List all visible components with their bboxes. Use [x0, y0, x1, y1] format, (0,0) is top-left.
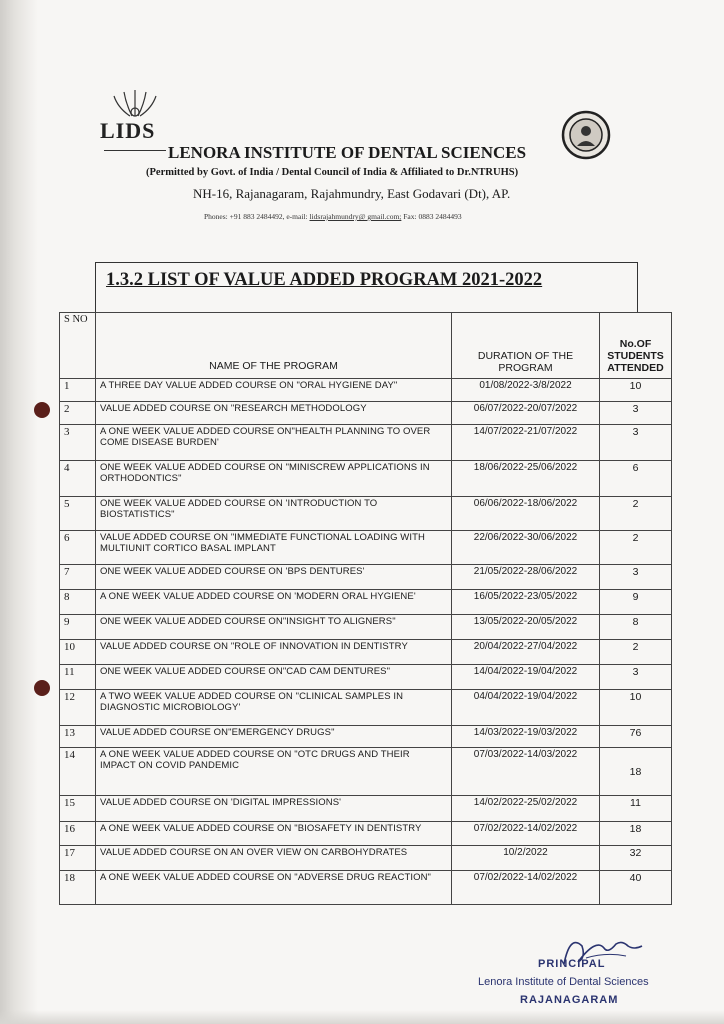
- row-program-name: A ONE WEEK VALUE ADDED COURSE ON 'MODERN ORAL HYGIENE': [96, 590, 452, 615]
- row-sno: 14: [60, 748, 96, 796]
- row-duration: 14/03/2022-19/03/2022: [452, 726, 600, 748]
- table-row: [60, 822, 672, 846]
- program-table: [59, 312, 672, 905]
- row-duration: 07/03/2022-14/03/2022: [452, 748, 600, 796]
- row-sno: 7: [60, 565, 96, 590]
- row-sno: 1: [60, 379, 96, 402]
- row-program-name: A ONE WEEK VALUE ADDED COURSE ON "ADVERSE DRUG REACTION": [96, 871, 452, 905]
- row-sno: 12: [60, 690, 96, 726]
- row-duration: 01/08/2022-3/8/2022: [452, 379, 600, 402]
- row-program-name: A ONE WEEK VALUE ADDED COURSE ON"HEALTH PLANNING TO OVER COME DISEASE BURDEN': [96, 425, 452, 461]
- table-row: [60, 690, 672, 726]
- row-students: 3: [600, 565, 672, 590]
- row-program-name: VALUE ADDED COURSE ON 'DIGITAL IMPRESSIONS': [96, 796, 452, 822]
- table-row: [60, 871, 672, 905]
- table-row: [60, 425, 672, 461]
- row-sno: 16: [60, 822, 96, 846]
- row-program-name: ONE WEEK VALUE ADDED COURSE ON"INSIGHT TO ALIGNERS": [96, 615, 452, 640]
- row-students: 2: [600, 497, 672, 531]
- row-students: 32: [600, 846, 672, 871]
- row-sno: 8: [60, 590, 96, 615]
- row-program-name: VALUE ADDED COURSE ON"EMERGENCY DRUGS": [96, 726, 452, 748]
- table-row: [60, 726, 672, 748]
- row-duration: 21/05/2022-28/06/2022: [452, 565, 600, 590]
- row-students: 3: [600, 665, 672, 690]
- table-row: [60, 796, 672, 822]
- scan-shadow-edge: [0, 0, 38, 1024]
- table-row: [60, 640, 672, 665]
- scan-shadow-bottom: [0, 1010, 724, 1024]
- row-duration: 07/02/2022-14/02/2022: [452, 822, 600, 846]
- row-students: 6: [600, 461, 672, 497]
- permission-line: (Permitted by Govt. of India / Dental Council of India & Affiliated to Dr.NTRUHS): [146, 167, 519, 178]
- university-seal-icon: [561, 110, 611, 160]
- row-students: 9: [600, 590, 672, 615]
- row-sno: 5: [60, 497, 96, 531]
- logo-divider: [104, 150, 166, 151]
- row-program-name: A THREE DAY VALUE ADDED COURSE ON "ORAL HYGIENE DAY": [96, 379, 452, 402]
- row-sno: 18: [60, 871, 96, 905]
- row-duration: 07/02/2022-14/02/2022: [452, 871, 600, 905]
- row-students: 10: [600, 690, 672, 726]
- row-program-name: VALUE ADDED COURSE ON "ROLE OF INNOVATION IN DENTISTRY: [96, 640, 452, 665]
- header-sno: S NO: [60, 313, 96, 379]
- row-program-name: ONE WEEK VALUE ADDED COURSE ON"CAD CAM DENTURES": [96, 665, 452, 690]
- row-duration: 06/07/2022-20/07/2022: [452, 402, 600, 425]
- table-row: [60, 615, 672, 640]
- page-title: 1.3.2 LIST OF VALUE ADDED PROGRAM 2021-2022: [106, 270, 543, 290]
- row-students: 8: [600, 615, 672, 640]
- row-duration: 16/05/2022-23/05/2022: [452, 590, 600, 615]
- institute-name: LENORA INSTITUTE OF DENTAL SCIENCES: [168, 143, 527, 162]
- row-program-name: ONE WEEK VALUE ADDED COURSE ON 'BPS DENTURES': [96, 565, 452, 590]
- row-students: 10: [600, 379, 672, 402]
- row-duration: 14/04/2022-19/04/2022: [452, 665, 600, 690]
- row-students: 18: [600, 748, 672, 796]
- row-sno: 11: [60, 665, 96, 690]
- row-program-name: A ONE WEEK VALUE ADDED COURSE ON "OTC DRUGS AND THEIR IMPACT ON COVID PANDEMIC: [96, 748, 452, 796]
- row-students: 11: [600, 796, 672, 822]
- row-sno: 3: [60, 425, 96, 461]
- contact-line: [204, 212, 462, 221]
- row-program-name: A ONE WEEK VALUE ADDED COURSE ON "BIOSAFETY IN DENTISTRY: [96, 822, 452, 846]
- row-program-name: VALUE ADDED COURSE ON "RESEARCH METHODOLOGY: [96, 402, 452, 425]
- row-duration: 13/05/2022-20/05/2022: [452, 615, 600, 640]
- header-duration: DURATION OF THE PROGRAM: [452, 313, 600, 379]
- row-students: 2: [600, 640, 672, 665]
- header-program-name: NAME OF THE PROGRAM: [96, 313, 452, 379]
- punch-hole-bottom: [34, 680, 50, 696]
- row-sno: 15: [60, 796, 96, 822]
- header-students: No.OF STUDENTS ATTENDED: [600, 313, 672, 379]
- table-row: [60, 748, 672, 796]
- row-sno: 2: [60, 402, 96, 425]
- row-sno: 17: [60, 846, 96, 871]
- row-program-name: VALUE ADDED COURSE ON "IMMEDIATE FUNCTIONAL LOADING WITH MULTIUNIT CORTICO BASAL IMPLANT: [96, 531, 452, 565]
- table-row: [60, 665, 672, 690]
- row-sno: 4: [60, 461, 96, 497]
- row-program-name: VALUE ADDED COURSE ON AN OVER VIEW ON CARBOHYDRATES: [96, 846, 452, 871]
- row-program-name: ONE WEEK VALUE ADDED COURSE ON 'INTRODUCTION TO BIOSTATISTICS": [96, 497, 452, 531]
- row-students: 76: [600, 726, 672, 748]
- row-duration: 14/07/2022-21/07/2022: [452, 425, 600, 461]
- row-students: 3: [600, 425, 672, 461]
- table-row: [60, 846, 672, 871]
- row-duration: 10/2/2022: [452, 846, 600, 871]
- logo-wordmark: LIDS: [100, 118, 156, 143]
- table-row: [60, 531, 672, 565]
- row-sno: 13: [60, 726, 96, 748]
- row-students: 40: [600, 871, 672, 905]
- row-sno: 6: [60, 531, 96, 565]
- signatory-role: PRINCIPAL: [538, 958, 606, 970]
- row-duration: 14/02/2022-25/02/2022: [452, 796, 600, 822]
- table-header-row: [60, 313, 672, 379]
- row-students: 18: [600, 822, 672, 846]
- row-duration: 04/04/2022-19/04/2022: [452, 690, 600, 726]
- row-students: 2: [600, 531, 672, 565]
- fax-text: Fax: 0883 2484493: [403, 212, 462, 221]
- row-program-name: ONE WEEK VALUE ADDED COURSE ON "MINISCREW APPLICATIONS IN ORTHODONTICS": [96, 461, 452, 497]
- table-row: [60, 565, 672, 590]
- table-row: [60, 379, 672, 402]
- row-program-name: A TWO WEEK VALUE ADDED COURSE ON "CLINICAL SAMPLES IN DIAGNOSTIC MICROBIOLOGY': [96, 690, 452, 726]
- row-duration: 22/06/2022-30/06/2022: [452, 531, 600, 565]
- row-sno: 9: [60, 615, 96, 640]
- table-row: [60, 461, 672, 497]
- email-link[interactable]: lidsrajahmundry@ gmail.com;: [309, 212, 402, 221]
- institute-address: NH-16, Rajanagaram, Rajahmundry, East Godavari (Dt), AP.: [193, 186, 511, 201]
- row-duration: 18/06/2022-25/06/2022: [452, 461, 600, 497]
- punch-hole-top: [34, 402, 50, 418]
- signatory-place: RAJANAGARAM: [520, 994, 619, 1006]
- row-duration: 06/06/2022-18/06/2022: [452, 497, 600, 531]
- table-row: [60, 590, 672, 615]
- table-row: [60, 497, 672, 531]
- table-row: [60, 402, 672, 425]
- row-sno: 10: [60, 640, 96, 665]
- row-students: 3: [600, 402, 672, 425]
- row-duration: 20/04/2022-27/04/2022: [452, 640, 600, 665]
- signatory-institute: Lenora Institute of Dental Sciences: [478, 976, 649, 988]
- phone-text: Phones: +91 883 2484492, e-mail:: [204, 212, 308, 221]
